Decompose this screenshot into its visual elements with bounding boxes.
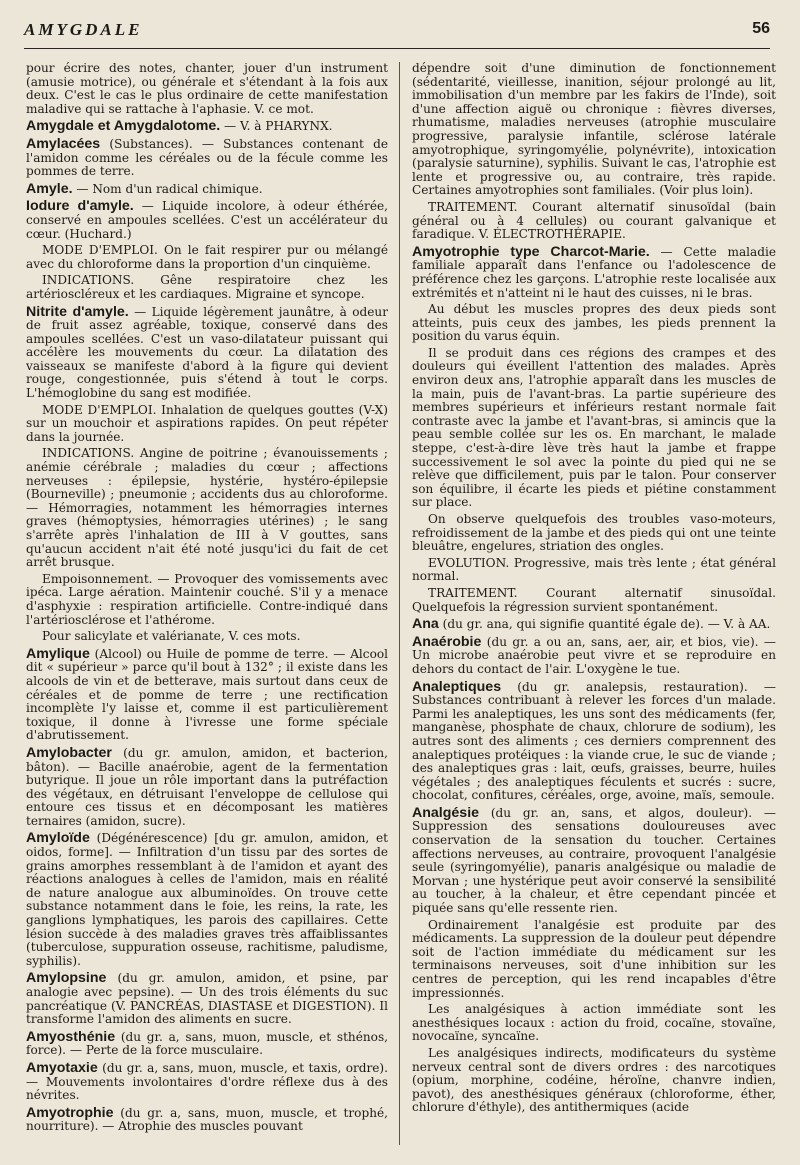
entry-headword: Amyle. [26,180,73,197]
entry-text: — Liquide incolore, à odeur éthérée, conservé en ampoules scellées. C'est un accélérateur du cœur. (Huchard.) [26,199,388,241]
paragraph [26,62,388,116]
entry-text: TRAITEMENT. Courant alternatif sinusoïdal. Quelquefois la régression survient spontanément. [412,585,776,614]
paragraph [412,1047,776,1115]
entry-headword: Analeptiques [412,678,502,695]
column-divider [399,62,400,1145]
page-header [24,14,770,49]
paragraph [412,513,776,554]
entry-text: (Dégénérescence) [du gr. amulon, amidon, et oidos, forme]. — Infiltration d'un tissu par des sortes de grains amorphes ressemblant à de l'amidon et ayant des réactions analogues à celles de l'amidon, mais en réalité de nature analogue aux albuminoïdes. On trouve cette substance notamment dans le foie, les reins, la rate, les ganglions lymphatiques, les parois des capillaires. Cette lésion succède à des maladies graves très affaiblissantes (tuberculose, suppuration osseuse, rachitisme, paludisme, syphilis). [26,831,388,968]
left-column [26,62,388,1157]
entry-text: — V. à PHARYNX. [220,119,333,134]
entry-text: — Nom d'un radical chimique. [72,181,263,196]
entry-text: Empoisonnement. — Provoquer des vomissements avec ipéca. Large aération. Maintenir couché. S'il y a menace d'asphyxie : respiration artificielle. Contre-indiqué dans l'artériosclérose et l'athérome. [26,571,388,627]
paragraph [412,919,776,1001]
entry-text: EVOLUTION. Progressive, mais très lente ; état général normal. [412,555,776,584]
dictionary-entry [26,135,388,179]
entry-headword: Amyotrophie [26,1104,114,1121]
entry-text: (Substances). — Substances contenant de l'amidon comme les céréales ou de la fécule comme les pommes de terre. [26,136,388,179]
dictionary-entry [26,303,388,401]
paragraph [26,630,388,644]
entry-headword: Ana [412,616,439,633]
entry-text: (du gr. a ou an, sans, aer, air, et bios, vie). — Un microbe anaérobie peut vivre et se reproduire en dehors du contact de l'air. L'oxygène le tue. [412,634,776,676]
paragraph [412,347,776,510]
entry-text: INDICATIONS. Gêne respiratoire chez les artérioscléreux et les cardiaques. Migraine et syncope. [26,273,388,301]
paragraph [26,447,388,569]
entry-headword: Anaérobie [412,633,482,650]
dictionary-entry [412,618,776,632]
entry-text: MODE D'EMPLOI. On le fait respirer pur ou mélangé avec du chloroforme dans la proportion d'un cinquième. [26,243,388,271]
entry-text: TRAITEMENT. Courant alternatif sinusoïdal (bain général ou à 4 cellules) ou courant galvanique et faradique. V. ÉLECTROTHÉRAPIE. [412,199,776,242]
entry-headword: Amylique [26,645,90,662]
paragraph [412,587,776,614]
page-number: 56 [752,20,770,37]
entry-text: (du gr. a, sans, muon, muscle, et trophé, nourriture). — Atrophie des muscles pouvant [26,1105,388,1134]
entry-headword: Amyotrophie type Charcot-Marie. [412,243,650,260]
dictionary-entry [412,804,776,916]
paragraph [412,557,776,584]
dictionary-entry [26,645,388,743]
right-column [412,62,776,1157]
entry-headword: Amylacées [26,135,101,152]
entry-text: Les analgésiques indirects, modificateurs du système nerveux central sont de divers ordres : des narcotiques (opium, morphine, codéine, héroïne, chanvre indien, pavot), des anesthésiques généraux (chloroforme, éther, chlorure d'éthyle), des antithermiques (acide [412,1045,776,1115]
entry-text: Il se produit dans ces régions des crampes et des douleurs qui éveillent l'attention des malades. Après environ deux ans, l'atrophie apparaît dans les muscles de la main, puis de l'avant-bras. La partie supérieure des membres supérieurs et inférieurs restant normale fait contraste avec la jambe et l'avant-bras, si amincis que la peau semble collée sur les os. En marchant, le malade steppe, c'est-à-dire lève très haut la jambe et frappe successivement le sol avec la pointe du pied qui ne se relève que difficilement, puis par le talon. Pour conserver son équilibre, il écarte les pieds et piétine constamment sur place. [412,345,776,510]
paragraph [26,404,388,445]
entry-text: — Liquide légèrement jaunâtre, à odeur de fruit assez agréable, toxique, conservé dans des ampoules scellées. C'est un vaso-dilatateur puissant qui accélère les mouvements du cœur. La dilatation des vaisseaux se manifeste d'abord à la figure qui devient rouge, congestionnée, puis s'étend à tout le corps. L'hémoglobine du sang est modifiée. [26,304,388,401]
paragraph [412,303,776,344]
paragraph [26,573,388,627]
dictionary-entry [26,180,388,197]
entry-text: Les analgésiques à action immédiate sont les anesthésiques locaux : action du froid, cocaïne, stovaïne, novocaïne, syncaïne. [412,1002,776,1044]
entry-headword: Analgésie [412,804,480,821]
entry-text: On observe quelquefois des troubles vaso-moteurs, refroidissement de la jambe et des pieds qui ont une teinte bleuâtre, engelures, striation des ongles. [412,512,776,554]
entry-headword: Nitrite d'amyle. [26,303,129,320]
entry-headword: Amyotaxie [26,1059,98,1076]
dictionary-entry [26,972,388,1026]
entry-text: (Alcool) ou Huile de pomme de terre. — Alcool dit « supérieur » parce qu'il bout à 132° ; il existe dans les alcools de vin et de betterave, mais surtout dans ceux de céréales et de pomme de terre ; une rectification incomplète l'y laisse et, comme il est particulièrement toxique, il donne à l'ivresse une forme spéciale d'abrutissement. [26,646,388,743]
entry-headword: Amyosthénie [26,1028,116,1045]
entry-text: (du gr. a, sans, muon, muscle, et taxis, ordre). — Mouvements involontaires d'ordre réflexe dus à des névrites. [26,1060,388,1103]
dictionary-entry [412,633,776,677]
entry-text: (du gr. a, sans, muon, muscle, et sthénos, force). — Perte de la force musculaire. [26,1029,388,1058]
entry-text: (du gr. amulon, amidon, et psine, par analogie avec pepsine). — Un des trois éléments du suc pancréatique (V. PANCRÉAS, DIASTASE et DIGESTION). Il transforme l'amidon des aliments en sucre. [26,971,388,1027]
paragraph [26,274,388,301]
entry-headword: Amylopsine [26,970,107,987]
entry-headword: Iodure d'amyle. [26,198,134,215]
dictionary-entry [26,744,388,829]
entry-headword: Amylobacter [26,744,112,761]
entry-text: (du gr. an, sans, et algos, douleur). — Suppression des sensations douloureuses avec conservation de la sensation du toucher. Certaines affections nerveuses, au contraire, provoquent l'analgésie seule (syringomyélie), panaris analgésique ou maladie de Morvan ; une hystérique peut avoir conservé la sensibilité au toucher, à la chaleur, et être cependant pincée et piquée sans qu'elle ressente rien. [412,805,776,916]
dictionary-entry [26,200,388,241]
dictionary-entry [26,832,388,968]
running-head: AMYGDALE [24,20,143,39]
entry-text: pour écrire des notes, chanter, jouer d'un instrument (amusie motrice), ou générale et s'étendant à la fois aux deux. C'est le cas le plus ordinaire de cette manifestation maladive qui se rattache à l'aphasie. V. ce mot. [26,62,388,116]
paragraph [412,1003,776,1044]
entry-text: (du gr. analepsis, restauration). — Substances contribuant à relever les forces d'un malade. Parmi les analeptiques, les uns sont des médicaments (fer, manganèse, phosphate de chaux, chlorure de sodium), les autres sont des aliments ; ces derniers comprennent des analeptiques protéiques : la viande crue, le suc de viande ; des analeptiques gras : lait, œufs, graisses, beurre, huiles végétales ; des analeptiques féculents et sucrés : sucre, chocolat, confitures, céréales, orge, avoine, maïs, semoule. [412,679,776,803]
entry-text: Au début les muscles propres des deux pieds sont atteints, puis ceux des jambes, les pieds prennent la position du varus équin. [412,302,776,344]
entry-text: INDICATIONS. Angine de poitrine ; évanouissements ; anémie cérébrale ; maladies du cœur ; affections nerveuses : épilepsie, hystérie, hystéro-épilepsie (Bourneville) ; pneumonie ; accidents dus au chloroforme. — Hémorragies, notamment les hémorragies internes graves (hémoptysies, hémorragies utérines) ; le sang s'arrête après l'inhalation de III à V gouttes, sans qu'aucun accident n'ait été noté jusqu'ici du fait de cet arrêt brusque. [26,446,388,570]
entry-text: MODE D'EMPLOI. Inhalation de quelques gouttes (V-X) sur un mouchoir et aspirations rapides. On peut répéter dans la journée. [26,402,388,444]
paragraph [412,201,776,242]
entry-text: Ordinairement l'analgésie est produite par des médicaments. La suppression de la douleur peut dépendre soit de l'action immédiate du médicament sur les terminaisons nerveuses, soit d'une inhibition sur les centres de perception, qui les rend incapables d'être impressionnés. [412,917,776,1000]
entry-text: Pour salicylate et valérianate, V. ces mots. [42,629,301,644]
entry-headword: Amyloïde [26,830,90,847]
dictionary-entry [412,243,776,300]
entry-text: (du gr. amulon, amidon, et bacterion, bâton). — Bacille anaérobie, agent de la fermentation butyrique. Il joue un rôle important dans la putréfaction des végétaux, en détruisant l'enveloppe de cellulose qui entoure ces tissus et en décomposant les matières ternaires (amidon, sucre). [26,745,388,828]
entry-text: dépendre soit d'une diminution de fonctionnement (sédentarité, vieillesse, inanition, séjour prolongé au lit, immobilisation d'un membre par les fakirs de l'Inde), soit d'une affection aiguë ou chronique : fièvres diverses, rhumatisme, maladies nerveuses (atrophie musculaire progressive, paralysie infantile, sclérose latérale amyotrophique, syringomyélie, polynévrite), intoxication (paralysie saturnine), syphilis. Suivant le cas, l'atrophie est lente et progressive ou, au contraire, très rapide. Certaines amyotrophies sont familiales. (Voir plus loin). [412,62,776,198]
paragraph [412,62,776,198]
paragraph [26,244,388,271]
entry-text: — Cette maladie familiale apparaît dans l'enfance ou l'adolescence de préférence chez les garçons. L'atrophie reste localisée aux extrémités et n'atteint ni le haut des cuisses, ni le bras. [412,244,776,300]
dictionary-entry [26,1104,388,1134]
entry-headword: Amygdale et Amygdalotome. [26,118,221,135]
dictionary-entry [26,1059,388,1103]
dictionary-entry [26,1028,388,1058]
dictionary-entry [26,120,388,134]
entry-text: (du gr. ana, qui signifie quantité égale de). — V. à AA. [438,617,771,632]
dictionary-entry [412,678,776,803]
